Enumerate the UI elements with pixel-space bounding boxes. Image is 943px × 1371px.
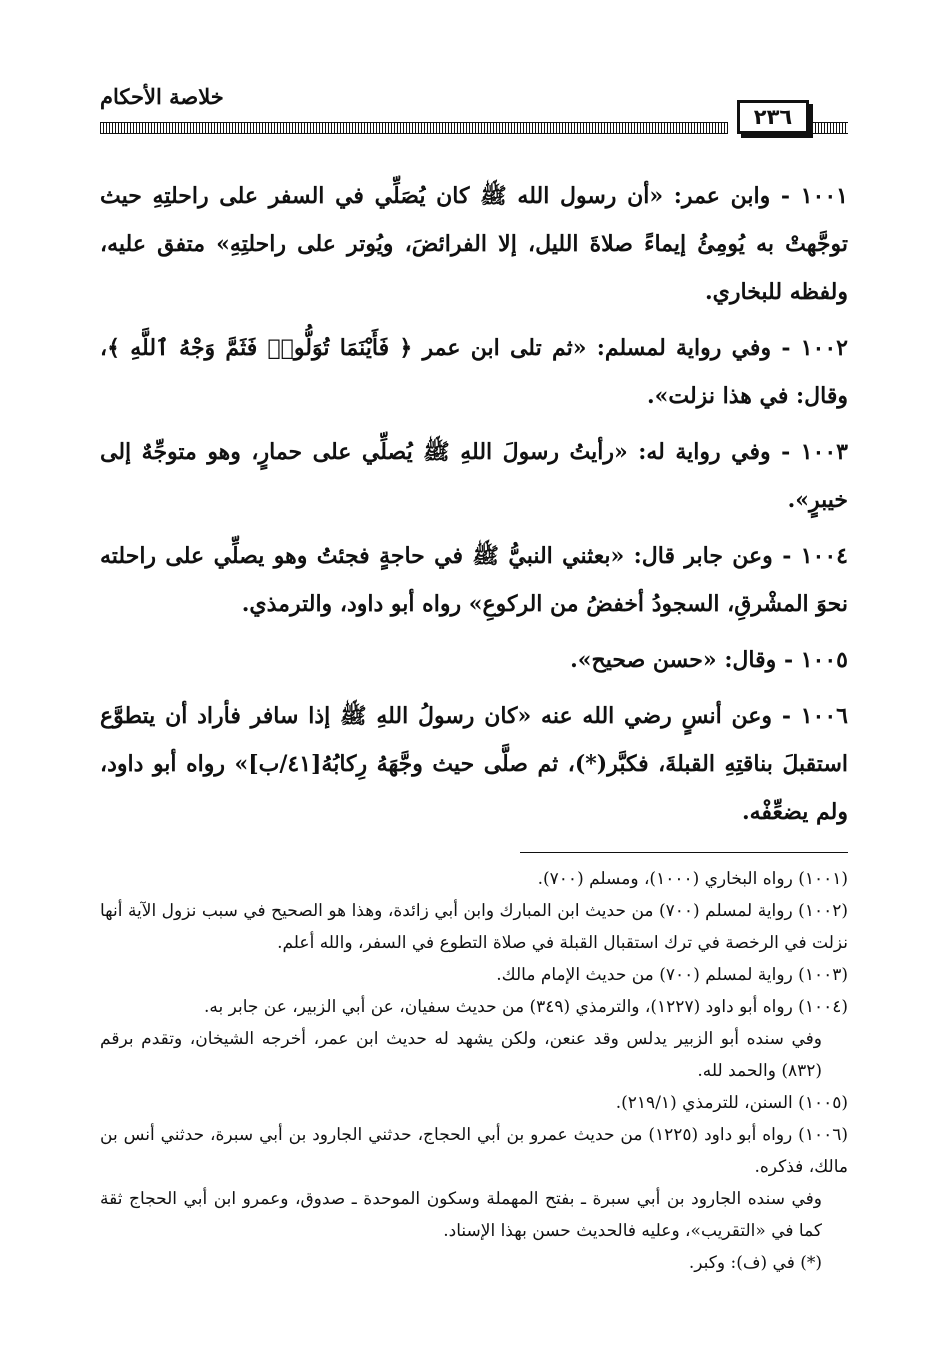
hadith-text: وابن عمر: «أن رسول الله ﷺ كان يُصَلِّي في السفر على راحلتِهِ حيث توجَّهتْ به يُومِئُ إيماءً صلاةَ الليل، إلا الفرائضَ، ويُوتر على راحلتِهِ» متفق عليه، ولفظه للبخاري. xyxy=(100,183,848,305)
footnote-1003: (١٠٠٣) رواية لمسلم (٧٠٠) من حديث الإمام مالك. xyxy=(496,965,848,985)
hadith-text: وعن جابر قال: «بعثني النبيُّ ﷺ في حاجةٍ فجئتُ وهو يصلِّي على راحلته نحوَ المشْرقِ، السجودُ أخفضُ من الركوعِ» رواه أبو داود، والترمذي. xyxy=(100,543,848,617)
page-number: ٢٣٦ xyxy=(737,100,809,134)
footnote-1004: (١٠٠٤) رواه أبو داود (١٢٢٧)، والترمذي (٣٤٩) من حديث سفيان، عن أبي الزبير، عن جابر به. xyxy=(203,997,848,1017)
hadith-number: ١٠٠٣ - xyxy=(781,439,848,465)
footnote-1006: (١٠٠٦) رواه أبو داود (١٢٢٥) من حديث عمرو بن أبي الحجاج، حدثني الجارود بن أبي سبرة، حدثني أنس بن مالك، فذكره. xyxy=(100,1125,848,1177)
footnote-asterisk: (*) في (ف): وكبر. xyxy=(688,1253,822,1273)
hadith-1001 xyxy=(100,172,848,316)
hadith-number: ١٠٠١ - xyxy=(780,183,848,209)
footnote-divider xyxy=(520,852,848,853)
page-header xyxy=(100,80,848,134)
header-rule-right xyxy=(812,122,848,134)
footnotes xyxy=(100,863,848,1279)
hadith-number: ١٠٠٢ - xyxy=(781,335,848,361)
main-text xyxy=(100,172,848,836)
hadith-1006 xyxy=(100,692,848,836)
footnote-1006-note: وفي سنده الجارود بن أبي سبرة ـ بفتح المهملة وسكون الموحدة ـ صدوق، وعمرو ابن أبي الحجاج ثقة كما في «التقريب»، وعليه فالحديث حسن بهذا الإسناد. xyxy=(100,1189,822,1241)
hadith-text: وفي رواية له: «رأيتُ رسولَ اللهِ ﷺ يُصلِّي على حمارٍ، وهو متوجِّهٌ إلى خيبرٍ». xyxy=(100,439,848,513)
book-title: خلاصة الأحكام xyxy=(100,84,224,109)
hadith-number: ١٠٠٤ - xyxy=(782,543,848,569)
hadith-text: وعن أنسٍ رضي الله عنه «كان رسولُ اللهِ ﷺ إذا سافر فأراد أن يتطوَّع استقبلَ بناقتِهِ القبلةَ، فكبَّر(*)، ثم صلَّى حيث وجَّهَهُ رِكابُهُ[٤١/ب]» رواه أبو داود، ولم يضعِّفْه. xyxy=(100,703,848,825)
book-page xyxy=(100,80,848,1279)
hadith-text: وفي رواية لمسلم: «ثم تلى ابن عمر ﴿ فَأَيْنَمَا تُوَلُّوا۟ فَثَمَّ وَجْهُ ٱللَّهِ ﴾، وقال: في هذا نزلت». xyxy=(100,335,848,409)
footnote-1001: (١٠٠١) رواه البخاري (١٠٠٠)، ومسلم (٧٠٠). xyxy=(537,869,848,889)
footnote-1005: (١٠٠٥) السنن، للترمذي (٢١٩/١). xyxy=(615,1093,848,1113)
header-rule-left xyxy=(100,122,728,134)
hadith-number: ١٠٠٥ - xyxy=(783,647,848,673)
hadith-number: ١٠٠٦ - xyxy=(781,703,848,729)
hadith-1003 xyxy=(100,428,848,524)
footnote-1002: (١٠٠٢) رواية لمسلم (٧٠٠) من حديث ابن المبارك وابن أبي زائدة، وهذا هو الصحيح في سبب نزول الآية أنها نزلت في الرخصة في ترك استقبال القبلة في صلاة التطوع في السفر، والله أعلم. xyxy=(100,901,848,953)
hadith-1005 xyxy=(100,636,848,684)
hadith-1002 xyxy=(100,324,848,420)
hadith-1004 xyxy=(100,532,848,628)
footnote-1004-note: وفي سنده أبو الزبير يدلس وقد عنعن، ولكن يشهد له حديث ابن عمر، أخرجه الشيخان، وتقدم برقم (٨٣٢) والحمد لله. xyxy=(100,1029,822,1081)
hadith-text: وقال: «حسن صحيح». xyxy=(570,647,777,673)
